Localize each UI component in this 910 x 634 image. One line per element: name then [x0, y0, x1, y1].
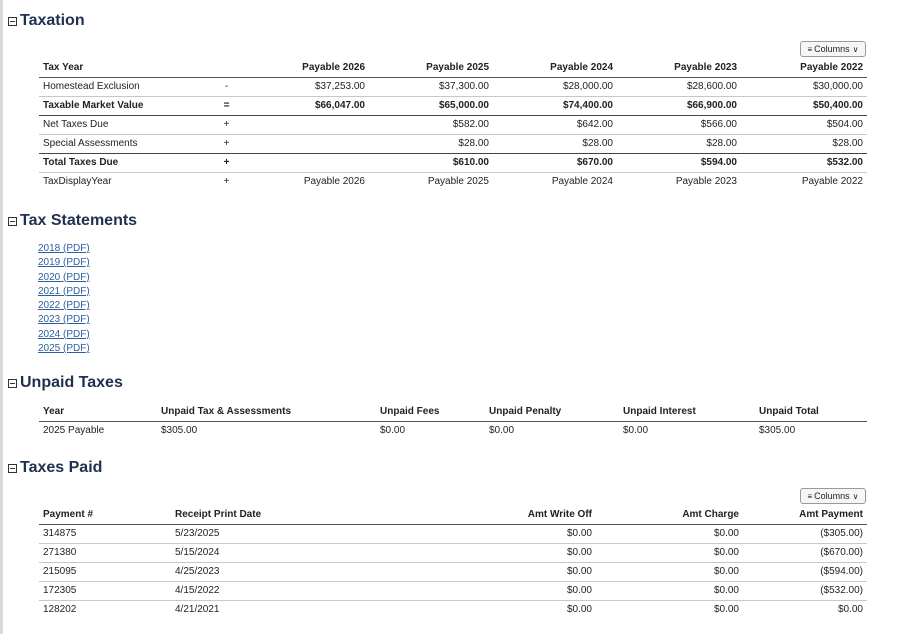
- cell-value: $305.00: [759, 425, 796, 437]
- columns-label: Columns: [814, 44, 850, 54]
- section-title-text: Unpaid Taxes: [20, 374, 123, 391]
- cell-value: Payable 2023: [675, 176, 737, 188]
- cell-value: Payable 2024: [551, 176, 613, 188]
- cell-value: $0.00: [371, 562, 596, 581]
- collapse-icon[interactable]: [8, 379, 17, 388]
- cell-value: $0.00: [623, 425, 649, 437]
- cell-value: $0.00: [837, 604, 863, 616]
- cell-value: Payable 2026: [303, 176, 365, 188]
- table-header-row: [39, 402, 867, 421]
- cell-value: 4/15/2022: [171, 581, 371, 600]
- section-title-text: Taxation: [20, 12, 85, 29]
- table-header-row: [39, 58, 867, 77]
- operator: =: [194, 96, 259, 115]
- column-header: Unpaid Total: [755, 402, 867, 421]
- columns-button[interactable]: [800, 41, 866, 57]
- cell-value: 271380: [39, 543, 171, 562]
- cell-value: 2025 Payable: [43, 425, 105, 437]
- column-header: Payable 2022: [741, 58, 867, 77]
- cell-value: 5/15/2024: [171, 543, 371, 562]
- operator: +: [223, 176, 230, 188]
- cell-value: $582.00: [369, 115, 493, 134]
- cell-value: Payable 2025: [427, 176, 489, 188]
- column-header: Payable 2026: [259, 58, 369, 77]
- unpaid-taxes-table: [39, 402, 867, 440]
- statement-link-2018[interactable]: 2018 (PDF): [38, 243, 90, 254]
- cell-value: 314875: [39, 524, 171, 543]
- cell-value: $65,000.00: [369, 96, 493, 115]
- cell-value: $0.00: [371, 543, 596, 562]
- column-header: Tax Year: [39, 58, 194, 77]
- cell-value: ($305.00): [743, 524, 867, 543]
- cell-value: $30,000.00: [741, 77, 867, 96]
- row-label: Net Taxes Due: [39, 115, 194, 134]
- operator: +: [194, 134, 259, 153]
- cell-value: 128202: [43, 604, 77, 616]
- cell-value: $610.00: [369, 153, 493, 172]
- statement-link-2023[interactable]: 2023 (PDF): [38, 314, 90, 326]
- columns-button[interactable]: [800, 488, 866, 504]
- cell-value: $28.00: [617, 134, 741, 153]
- section-title-text: Taxes Paid: [20, 459, 103, 476]
- cell-value: [259, 134, 369, 153]
- operator: +: [194, 115, 259, 134]
- cell-value: [259, 153, 369, 172]
- table-row: [39, 421, 867, 440]
- column-header: Payable 2025: [369, 58, 493, 77]
- row-label: Total Taxes Due: [39, 153, 194, 172]
- cell-value: ($594.00): [743, 562, 867, 581]
- operator: -: [194, 77, 259, 96]
- statement-link-2019[interactable]: 2019 (PDF): [38, 257, 90, 269]
- cell-value: $504.00: [741, 115, 867, 134]
- table-row: [39, 77, 867, 96]
- cell-value: $0.00: [596, 524, 743, 543]
- table-row: [39, 543, 867, 562]
- statement-link-2020[interactable]: 2020 (PDF): [38, 271, 90, 283]
- cell-value: $0.00: [596, 581, 743, 600]
- table-row: [39, 600, 867, 619]
- statement-link-2024[interactable]: 2024 (PDF): [38, 328, 90, 340]
- cell-value: $594.00: [617, 153, 741, 172]
- section-title-tax-statements: [8, 211, 137, 231]
- column-header: Payment #: [39, 505, 171, 524]
- table-row: [39, 562, 867, 581]
- operator: +: [194, 153, 259, 172]
- taxation-table: [39, 58, 867, 191]
- statement-link-2025[interactable]: 2025 (PDF): [38, 343, 90, 355]
- cell-value: ($670.00): [743, 543, 867, 562]
- row-label: Homestead Exclusion: [39, 77, 194, 96]
- section-title-taxation: [8, 11, 85, 31]
- cell-value: $28.00: [493, 134, 617, 153]
- section-title-unpaid-taxes: [8, 373, 123, 393]
- cell-value: 172305: [39, 581, 171, 600]
- section-title-taxes-paid: [8, 458, 102, 478]
- column-header: Amt Write Off: [371, 505, 596, 524]
- table-row: [39, 115, 867, 134]
- section-title-text: Tax Statements: [20, 212, 138, 229]
- taxes-paid-table: [39, 505, 867, 619]
- cell-value: Payable 2022: [801, 176, 863, 188]
- collapse-icon[interactable]: [8, 17, 17, 26]
- cell-value: $566.00: [617, 115, 741, 134]
- row-label: Special Assessments: [39, 134, 194, 153]
- cell-value: $532.00: [741, 153, 867, 172]
- cell-value: $0.00: [371, 524, 596, 543]
- table-row: [39, 153, 867, 172]
- cell-value: ($532.00): [743, 581, 867, 600]
- cell-value: 4/25/2023: [171, 562, 371, 581]
- column-header: Unpaid Fees: [376, 402, 485, 421]
- cell-value: 215095: [39, 562, 171, 581]
- cell-value: $0.00: [566, 604, 592, 616]
- cell-value: $642.00: [493, 115, 617, 134]
- collapse-icon[interactable]: [8, 217, 17, 226]
- chevron-down-icon: ∨: [852, 491, 859, 501]
- list-icon: ≡: [807, 44, 813, 54]
- table-row: [39, 524, 867, 543]
- cell-value: $670.00: [493, 153, 617, 172]
- column-header: Unpaid Tax & Assessments: [157, 402, 376, 421]
- columns-label: Columns: [814, 491, 850, 501]
- cell-value: 4/21/2021: [175, 604, 220, 616]
- left-border: [0, 0, 3, 634]
- cell-value: $0.00: [713, 604, 739, 616]
- cell-value: $50,400.00: [741, 96, 867, 115]
- column-header: Unpaid Interest: [619, 402, 755, 421]
- cell-value: $0.00: [596, 543, 743, 562]
- cell-value: $74,400.00: [493, 96, 617, 115]
- cell-value: $37,300.00: [369, 77, 493, 96]
- table-row: [39, 134, 867, 153]
- cell-value: $305.00: [161, 425, 198, 437]
- statement-links: [38, 242, 90, 356]
- chevron-down-icon: ∨: [852, 44, 859, 54]
- column-header: [194, 58, 259, 77]
- cell-value: $37,253.00: [259, 77, 369, 96]
- column-header: Payable 2024: [493, 58, 617, 77]
- statement-link-2021[interactable]: 2021 (PDF): [38, 285, 90, 297]
- column-header: Receipt Print Date: [171, 505, 371, 524]
- cell-value: 5/23/2025: [171, 524, 371, 543]
- cell-value: $0.00: [596, 562, 743, 581]
- table-row: [39, 96, 867, 115]
- table-header-row: [39, 505, 867, 524]
- row-label: Taxable Market Value: [39, 96, 194, 115]
- cell-value: $28,000.00: [493, 77, 617, 96]
- cell-value: $28.00: [741, 134, 867, 153]
- column-header: Unpaid Penalty: [485, 402, 619, 421]
- cell-value: $66,900.00: [617, 96, 741, 115]
- cell-value: $28.00: [369, 134, 493, 153]
- cell-value: $28,600.00: [617, 77, 741, 96]
- table-row: [39, 172, 867, 191]
- cell-value: $0.00: [380, 425, 406, 437]
- row-label: TaxDisplayYear: [43, 176, 112, 188]
- cell-value: [259, 115, 369, 134]
- cell-value: $0.00: [371, 581, 596, 600]
- collapse-icon[interactable]: [8, 464, 17, 473]
- column-header: Amt Payment: [743, 505, 867, 524]
- cell-value: $66,047.00: [259, 96, 369, 115]
- list-icon: ≡: [807, 491, 813, 501]
- column-header: Year: [39, 402, 157, 421]
- column-header: Amt Charge: [596, 505, 743, 524]
- table-row: [39, 581, 867, 600]
- statement-link-2022[interactable]: 2022 (PDF): [38, 300, 90, 312]
- column-header: Payable 2023: [617, 58, 741, 77]
- cell-value: $0.00: [489, 425, 515, 437]
